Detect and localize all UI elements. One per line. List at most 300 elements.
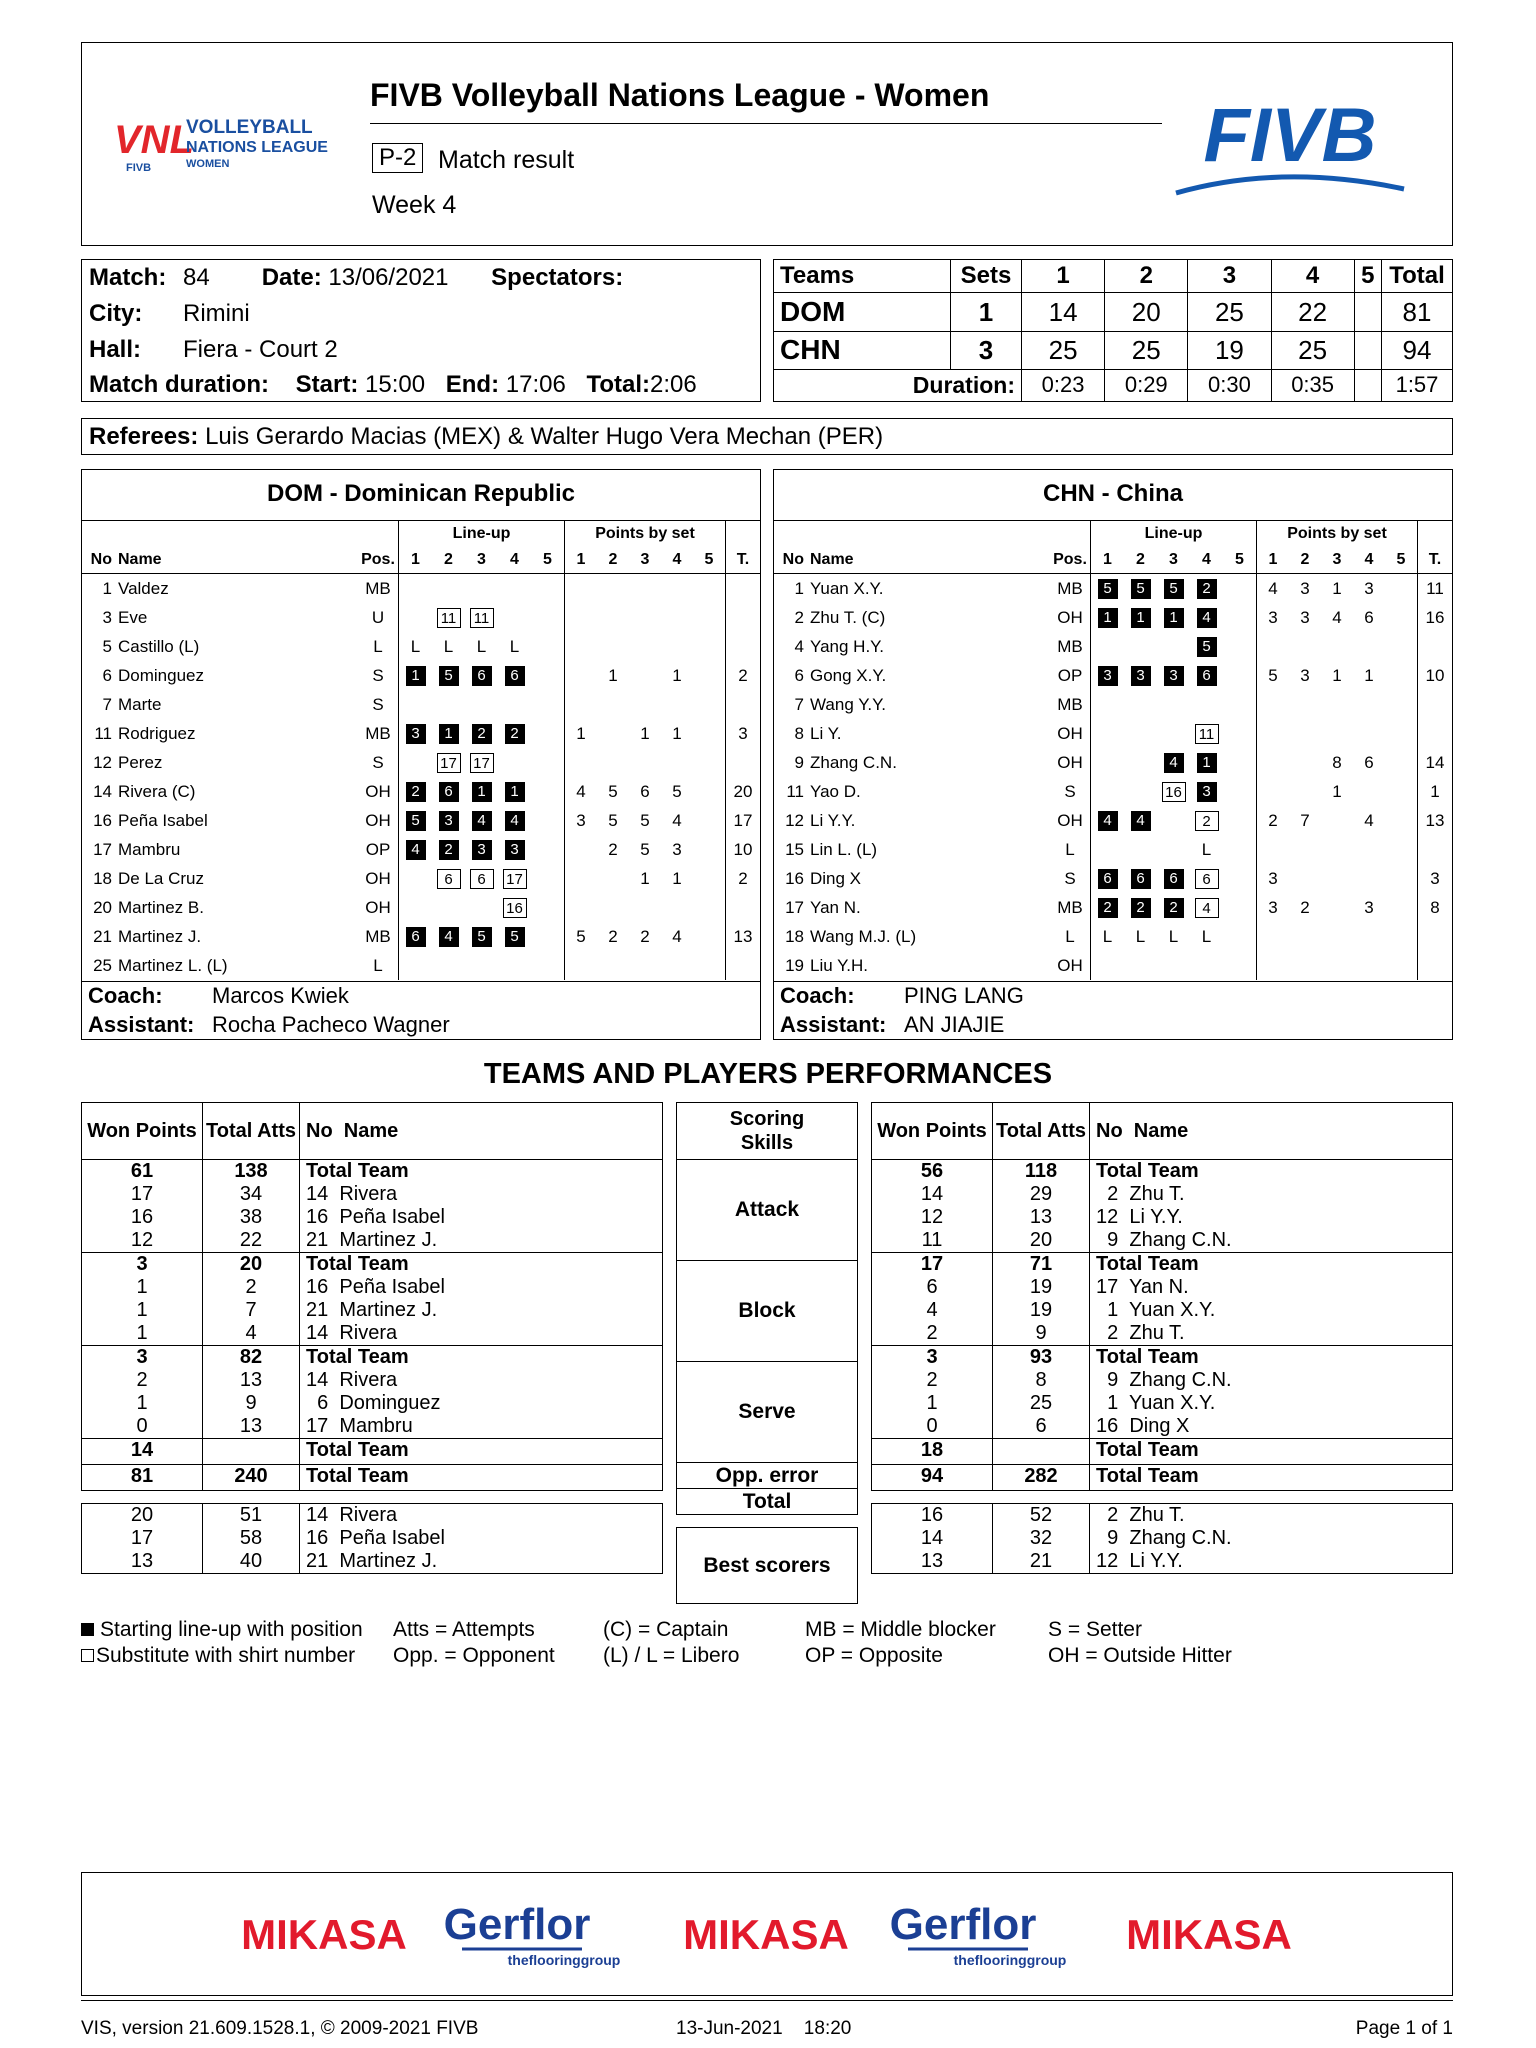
col-lineup-set: 3: [465, 547, 498, 574]
player-position: OH: [1057, 810, 1083, 830]
substitute-number: 17: [470, 753, 494, 773]
stat-line: 16 Peña Isabel: [306, 1276, 445, 1298]
player-number: 1: [794, 578, 804, 598]
points-cell: [1385, 951, 1418, 980]
points-cell: [565, 835, 598, 864]
svg-text:FIVB: FIVB: [1203, 93, 1377, 178]
points-cell: [629, 661, 661, 690]
lineup-cell: [498, 632, 531, 661]
player-number: 7: [102, 694, 112, 714]
player-number: 20: [93, 897, 112, 917]
stat-line: 12 Li Y.Y.: [1096, 1206, 1183, 1228]
player-name: Li Y.: [810, 723, 842, 743]
player-position: S: [372, 752, 384, 772]
player-position: OH: [365, 781, 391, 801]
lineup-cell: [1190, 951, 1223, 980]
libero-mark: L: [1168, 926, 1179, 946]
skill-block: [82, 1253, 663, 1346]
col-total: T.: [726, 547, 761, 574]
player-position: MB: [1057, 897, 1083, 917]
stat-line: 12: [920, 1206, 944, 1228]
player-position: OH: [365, 897, 391, 917]
lineup-cell: [465, 864, 498, 893]
starting-position: 4: [1131, 811, 1151, 831]
svg-text:MIKASA: MIKASA: [241, 1911, 407, 1958]
starting-position: 1: [472, 782, 492, 802]
points-cell: [693, 922, 726, 951]
stat-line: 2: [136, 1369, 148, 1391]
total-atts-header: Total Atts: [203, 1103, 300, 1160]
lineup-cell: [465, 719, 498, 748]
player-name: Martinez B.: [118, 897, 204, 917]
substitute-number: 17: [437, 753, 461, 773]
coach-name: PING LANG: [904, 983, 1024, 1008]
player-row: [82, 690, 760, 719]
player-position: MB: [365, 926, 391, 946]
stat-line: 58: [239, 1527, 263, 1549]
lineup-cell: [1157, 632, 1190, 661]
document-code: P-2: [372, 143, 423, 173]
legend-row-2: Substitute with shirt number Opp. = Opponent (L) / L = Libero OP = Opposite OH = Outside Hitter: [81, 1644, 1232, 1670]
stat-line: 1: [136, 1392, 148, 1414]
player-row: [774, 951, 1452, 980]
team-panel-chn: [773, 469, 1453, 1040]
stat-line: 13: [239, 1415, 263, 1437]
col-no: No: [82, 547, 118, 574]
starting-position: 6: [505, 666, 525, 686]
svg-text:MIKASA: MIKASA: [683, 1911, 849, 1958]
won-cell: 94: [872, 1465, 993, 1491]
points-cell: 1: [672, 665, 682, 685]
coach-label: Coach:: [88, 983, 163, 1008]
points-cell: [1353, 777, 1385, 806]
lineup-cell: [1190, 632, 1223, 661]
player-name: Wang M.J. (L): [810, 926, 917, 946]
points-cell: [629, 574, 661, 604]
points-cell: [661, 603, 693, 632]
lineup-cell: [1223, 864, 1257, 893]
points-cell: 1: [672, 868, 682, 888]
lineup-cell: [498, 574, 531, 604]
stat-line: 7: [245, 1299, 257, 1321]
player-row: [774, 719, 1452, 748]
player-row: [82, 806, 760, 835]
lineup-cell: [432, 574, 465, 604]
svg-text:WOMEN: WOMEN: [186, 158, 230, 170]
starting-position: 3: [472, 840, 492, 860]
player-name: Li Y.Y.: [810, 810, 856, 830]
player-number: 8: [794, 723, 804, 743]
lineup-cell: [1223, 748, 1257, 777]
substitute-number: 17: [503, 869, 527, 889]
lineup-cell: [1157, 864, 1190, 893]
points-cell: [597, 632, 629, 661]
footer-rule: [81, 2000, 1453, 2001]
hall-row: Hall: Fiera - Court 2: [89, 336, 338, 363]
lineup-cell: [1157, 690, 1190, 719]
skill-block: [872, 1160, 1453, 1253]
col-points-set: 3: [629, 547, 661, 574]
points-cell: [661, 951, 693, 980]
total-label-row: [677, 1489, 858, 1515]
player-total: 2: [726, 864, 761, 893]
player-position: L: [1065, 839, 1075, 859]
stat-line: 17: [920, 1253, 944, 1275]
player-position: U: [371, 607, 385, 627]
stat-line: 14 Rivera: [306, 1369, 398, 1391]
lineup-cell: [399, 690, 433, 719]
roster-table: [774, 521, 1452, 980]
lineup-cell: [1124, 690, 1157, 719]
col-points-set: 5: [693, 547, 726, 574]
scoring-skills-header: Scoring Skills: [677, 1103, 858, 1160]
name-cell: Total Team: [1090, 1465, 1453, 1491]
stat-line: 2 Zhu T.: [1096, 1504, 1185, 1526]
player-total: [1418, 690, 1453, 719]
stat-line: 82: [239, 1346, 263, 1368]
lineup-cell: [465, 632, 498, 661]
lineup-cell: [1190, 806, 1223, 835]
player-name: Valdez: [118, 578, 169, 598]
points-cell: 3: [1257, 603, 1290, 632]
stat-line: 20: [239, 1253, 263, 1275]
substitute-number: 2: [1195, 811, 1219, 831]
lineup-cell: [498, 864, 531, 893]
points-cell: 6: [1364, 752, 1374, 772]
stat-line: 61: [130, 1160, 154, 1182]
performance-table-chn: [871, 1102, 1453, 1574]
lineup-cell: [432, 632, 465, 661]
stat-line: 6: [926, 1276, 938, 1298]
player-row: [82, 864, 760, 893]
player-name: Wang Y.Y.: [810, 694, 886, 714]
player-number: 2: [794, 607, 804, 627]
points-cell: [693, 777, 726, 806]
stat-line: 21 Martinez J.: [306, 1299, 438, 1321]
best-scorers-label: Best scorers: [677, 1528, 858, 1604]
lineup-cell: [1091, 835, 1125, 864]
lineup-cell: [399, 719, 433, 748]
stat-line: 34: [239, 1183, 263, 1205]
player-name: Gong X.Y.: [810, 665, 887, 685]
lineup-cell: [1157, 661, 1190, 690]
spacer-row: [82, 1491, 663, 1504]
best-scorers-label-row: [677, 1528, 858, 1604]
points-cell: [693, 632, 726, 661]
lineup-cell: [1124, 864, 1157, 893]
player-name: Liu Y.H.: [810, 955, 868, 975]
stat-line: 12 Li Y.Y.: [1096, 1550, 1183, 1572]
opp_error-row: [872, 1439, 1453, 1465]
skill-row: [677, 1160, 858, 1261]
stat-line: Total Team: [306, 1346, 409, 1368]
points-cell: [1321, 893, 1353, 922]
points-cell: [629, 951, 661, 980]
player-position: MB: [1057, 694, 1083, 714]
points-cell: [1321, 864, 1353, 893]
points-cell: [629, 748, 661, 777]
name-cell: [1090, 1160, 1453, 1253]
player-name: Ding X: [810, 868, 862, 888]
points-cell: 1: [640, 868, 650, 888]
player-position: OH: [1057, 752, 1083, 772]
skill-name: Attack: [677, 1160, 858, 1261]
points-cell: [597, 893, 629, 922]
points-cell: 1: [608, 665, 618, 685]
svg-text:theflooringgroup: theflooringgroup: [507, 1952, 621, 1968]
player-total: [726, 574, 761, 604]
best-scorers-block: [82, 1504, 663, 1574]
player-number: 6: [102, 665, 112, 685]
player-number: 19: [785, 955, 804, 975]
name-cell: Total Team: [300, 1465, 663, 1491]
player-total: [1418, 719, 1453, 748]
points-cell: [661, 574, 693, 604]
points-cell: [693, 864, 726, 893]
lineup-cell: [498, 951, 531, 980]
player-total: 2: [726, 661, 761, 690]
stat-line: 20: [1029, 1229, 1053, 1251]
won-cell: 14: [82, 1439, 203, 1465]
points-cell: [1289, 690, 1321, 719]
libero-mark: L: [1102, 926, 1113, 946]
lineup-cell: [531, 603, 565, 632]
col-lineup-set: 4: [498, 547, 531, 574]
lineup-cell: [1157, 719, 1190, 748]
lineup-cell: [1157, 922, 1190, 951]
svg-text:FIVB: FIVB: [126, 162, 152, 174]
points-cell: [1385, 806, 1418, 835]
libero-mark: L: [1135, 926, 1146, 946]
lineup-cell: [1157, 951, 1190, 980]
stat-line: 16 Peña Isabel: [306, 1206, 445, 1228]
points-cell: [565, 893, 598, 922]
starting-position: 4: [472, 811, 492, 831]
libero-mark: L: [509, 636, 520, 656]
points-cell: [1385, 603, 1418, 632]
points-cell: [629, 632, 661, 661]
lineup-cell: [1190, 661, 1223, 690]
player-row: [774, 661, 1452, 690]
points-cell: 6: [1364, 607, 1374, 627]
player-position: MB: [365, 723, 391, 743]
name-cell: [1090, 1253, 1453, 1346]
lineup-cell: [465, 806, 498, 835]
opp_error-row: [82, 1439, 663, 1465]
player-number: 5: [102, 636, 112, 656]
roster-blank: [726, 521, 761, 547]
player-position: OH: [1057, 955, 1083, 975]
stat-line: Total Team: [1096, 1253, 1199, 1275]
points-cell: 1: [565, 719, 598, 748]
roster-column-header: [774, 547, 1452, 574]
points-cell: [661, 690, 693, 719]
stat-line: 16: [920, 1504, 944, 1526]
points-cell: [1289, 632, 1321, 661]
lineup-cell: [1124, 777, 1157, 806]
starting-position: 1: [1197, 753, 1217, 773]
player-row: [774, 835, 1452, 864]
performance-header: [872, 1103, 1453, 1160]
roster-blank: [1418, 521, 1453, 547]
lineup-cell: [498, 806, 531, 835]
player-total: [1418, 835, 1453, 864]
substitute-number: 6: [470, 869, 494, 889]
player-row: [774, 632, 1452, 661]
spacer-row: [677, 1515, 858, 1528]
player-number: 17: [93, 839, 112, 859]
points-cell: [693, 690, 726, 719]
player-total: [726, 690, 761, 719]
lineup-cell: [531, 748, 565, 777]
player-row: [82, 951, 760, 980]
col-lineup-set: 1: [399, 547, 433, 574]
lineup-cell: [1124, 719, 1157, 748]
points-cell: [565, 748, 598, 777]
match-info-box: [81, 259, 761, 402]
starting-position: 4: [1164, 753, 1184, 773]
coach-block: [774, 981, 1452, 1040]
stat-line: 16 Ding X: [1096, 1415, 1190, 1437]
lineup-cell: [498, 719, 531, 748]
sponsor-bar: [81, 1872, 1453, 1996]
player-name: Eve: [118, 607, 148, 627]
player-row: [82, 777, 760, 806]
stat-line: 0: [926, 1415, 938, 1437]
atts-cell: [993, 1504, 1090, 1574]
lineup-cell: [399, 603, 433, 632]
player-total: [1418, 632, 1453, 661]
roster-group-header: [82, 521, 760, 547]
lineup-cell: [1091, 922, 1125, 951]
legend-row-1: Starting line-up with position Atts = Attempts (C) = Captain MB = Middle blocker S = Setter: [81, 1618, 1232, 1644]
points-cell: [1385, 574, 1418, 604]
stat-line: 118: [1024, 1160, 1058, 1182]
svg-text:VNL: VNL: [114, 118, 194, 162]
starting-position: 1: [1164, 608, 1184, 628]
lineup-cell: [1124, 603, 1157, 632]
lineup-cell: [432, 835, 465, 864]
points-cell: [597, 864, 629, 893]
stat-line: Total Team: [1096, 1160, 1199, 1182]
player-position: OH: [1057, 723, 1083, 743]
points-cell: 2: [608, 926, 618, 946]
starting-position: 6: [1098, 869, 1118, 889]
lineup-cell: [465, 661, 498, 690]
won-cell: [82, 1504, 203, 1574]
roster-blank: [82, 521, 399, 547]
points-cell: [1289, 864, 1321, 893]
points-cell: 3: [1300, 578, 1310, 598]
stat-line: 38: [239, 1206, 263, 1228]
player-total: 13: [1418, 806, 1453, 835]
points-cell: 4: [1364, 810, 1374, 830]
points-cell: 1: [1364, 665, 1374, 685]
points-cell: [1385, 777, 1418, 806]
lineup-cell: [1223, 835, 1257, 864]
starting-position: 5: [406, 811, 426, 831]
coach-row: [82, 982, 760, 1011]
lineup-cell: [1223, 690, 1257, 719]
atts-cell: [203, 1504, 300, 1574]
col-points-set: 1: [565, 547, 598, 574]
player-position: MB: [1057, 578, 1083, 598]
won-cell: [82, 1346, 203, 1439]
legend: [81, 1618, 1232, 1670]
points-cell: [1321, 690, 1353, 719]
points-cell: 1: [1332, 781, 1342, 801]
skill-block: [82, 1160, 663, 1253]
svg-text:Gerflor: Gerflor: [443, 1900, 591, 1949]
points-cell: 3: [1364, 897, 1374, 917]
points-cell: 8: [1332, 752, 1342, 772]
player-name: Martinez L. (L): [118, 955, 228, 975]
player-total: 10: [726, 835, 761, 864]
lineup-cell: [498, 603, 531, 632]
lineup-cell: [1091, 690, 1125, 719]
col-points-set: 5: [1385, 547, 1418, 574]
team-panel-dom: [81, 469, 761, 1040]
coach-block: [82, 981, 760, 1040]
stat-line: 19: [1029, 1299, 1053, 1321]
lineup-cell: [1157, 603, 1190, 632]
col-lineup-set: 2: [432, 547, 465, 574]
points-cell: [693, 951, 726, 980]
lineup-cell: [531, 893, 565, 922]
player-number: 15: [785, 839, 804, 859]
score-header-row: Teams Sets 1 2 3 4 5 Total: [774, 260, 1453, 293]
won-cell: [872, 1160, 993, 1253]
skill-row: [677, 1362, 858, 1463]
name-cell: [300, 1504, 663, 1574]
stat-line: 17 Yan N.: [1096, 1276, 1189, 1298]
no-name-header: No Name: [300, 1103, 663, 1160]
player-position: OH: [1057, 607, 1083, 627]
lineup-cell: [432, 864, 465, 893]
assistant-label: Assistant:: [780, 1012, 887, 1037]
atts-cell: [993, 1346, 1090, 1439]
stat-line: 17 Mambru: [306, 1415, 413, 1437]
player-total: 14: [1418, 748, 1453, 777]
player-position: S: [372, 694, 384, 714]
atts-cell: [203, 1160, 300, 1253]
points-cell: [565, 603, 598, 632]
substitute-number: 6: [1195, 869, 1219, 889]
lineup-cell: [531, 922, 565, 951]
starting-position: 5: [1197, 637, 1217, 657]
assistant-name: Rocha Pacheco Wagner: [212, 1012, 450, 1037]
player-position: L: [373, 636, 383, 656]
lineup-cell: [465, 603, 498, 632]
stat-line: 21 Martinez J.: [306, 1229, 438, 1251]
points-cell: [565, 574, 598, 604]
player-total: 13: [726, 922, 761, 951]
stat-line: 1: [136, 1299, 148, 1321]
lineup-cell: [432, 661, 465, 690]
lineup-cell: [1091, 748, 1125, 777]
stat-line: 13: [920, 1550, 944, 1572]
col-points-set: 1: [1257, 547, 1290, 574]
points-cell: 5: [1257, 661, 1290, 690]
name-cell: [1090, 1346, 1453, 1439]
points-cell: [1353, 632, 1385, 661]
stat-line: 9: [245, 1392, 257, 1414]
lineup-cell: [1124, 951, 1157, 980]
stat-line: 4: [926, 1299, 938, 1321]
player-row: [774, 748, 1452, 777]
stat-line: 1 Yuan X.Y.: [1096, 1392, 1216, 1414]
assistant-row: [82, 1011, 760, 1040]
